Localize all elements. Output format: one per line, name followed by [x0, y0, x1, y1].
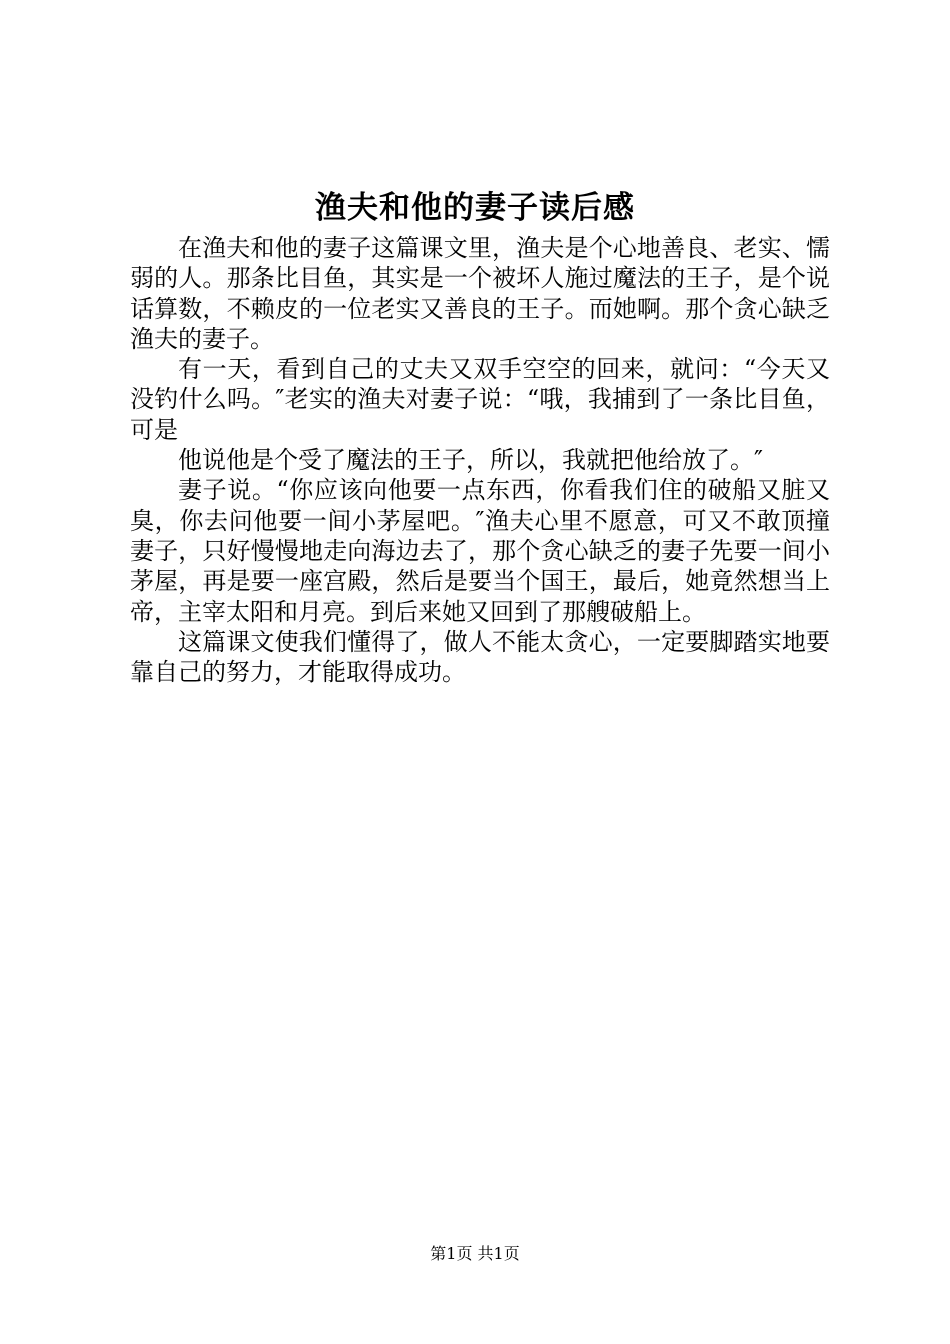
page-footer: 第1页 共1页 — [430, 1244, 520, 1263]
paragraph: 有一天，看到自己的丈夫又双手空空的回来，就问：“今天又没钓什么吗。″老实的渔夫对妻子说：“哦，我捕到了一条比目鱼，可是 — [130, 355, 830, 444]
document-body — [130, 233, 830, 687]
paragraph: 他说他是个受了魔法的王子，所以，我就把他给放了。″ — [178, 446, 763, 475]
document-title: 渔夫和他的妻子读后感 — [315, 190, 635, 226]
paragraph: 在渔夫和他的妻子这篇课文里，渔夫是个心地善良、老实、懦弱的人。那条比目鱼，其实是一个被坏人施过魔法的王子，是个说话算数，不赖皮的一位老实又善良的王子。而她啊。那个贪心缺乏渔夫的妻子。 — [130, 234, 830, 353]
paragraph: 妻子说。“你应该向他要一点东西，你看我们住的破船又脏又臭，你去问他要一间小茅屋吧。″渔夫心里不愿意，可又不敢顶撞妻子，只好慢慢地走向海边去了，那个贪心缺乏的妻子先要一间小茅屋，再是要一座宫殿，然后是要当个国王，最后，她竟然想当上帝，主宰太阳和月亮。到后来她又回到了那艘破船上。 — [130, 476, 830, 626]
paragraph: 这篇课文使我们懂得了，做人不能太贪心，一定要脚踏实地要靠自己的努力，才能取得成功。 — [130, 627, 830, 687]
